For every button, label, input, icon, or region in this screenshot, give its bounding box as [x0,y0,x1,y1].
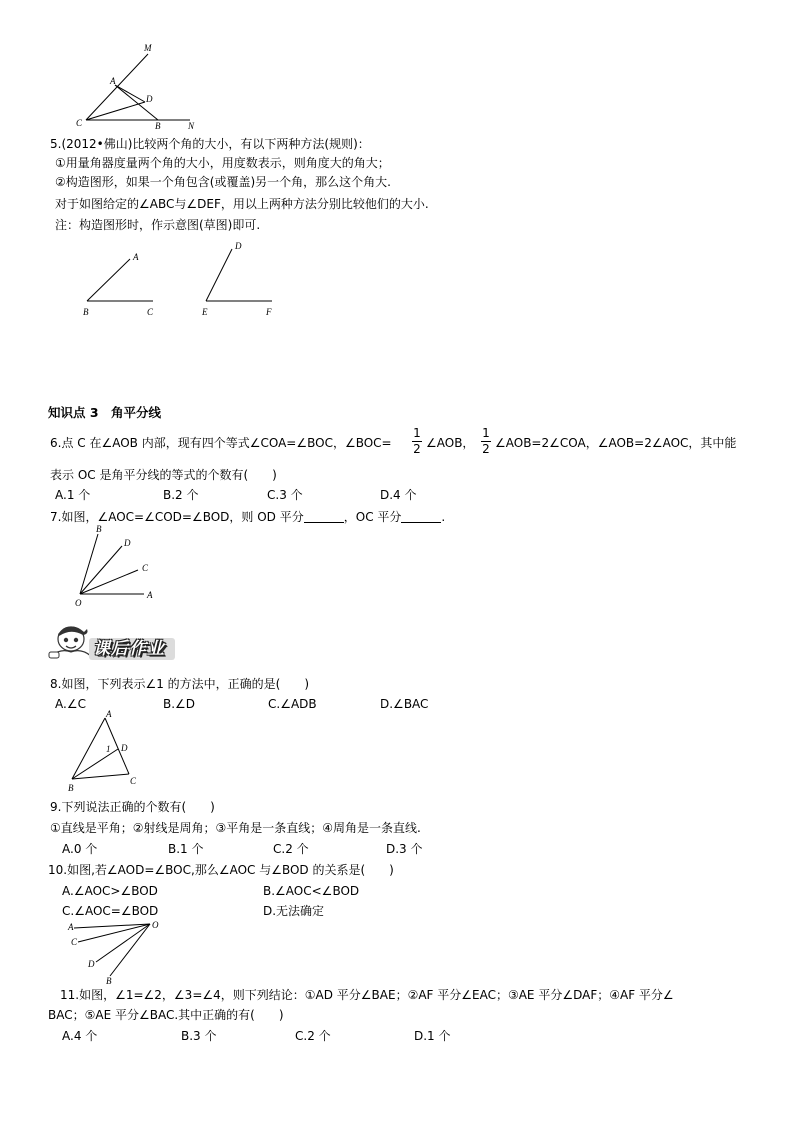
label-c: C [147,307,154,317]
q11-option-b: B.3 个 [181,1029,217,1043]
q6-line-2: 表示 OC 是角平分线的等式的个数有( ) [50,468,277,482]
q11-option-d: D.1 个 [414,1029,451,1043]
q9-stem: 9.下列说法正确的个数有( ) [50,800,215,814]
label-f: F [266,307,272,317]
q7-part-3: . [441,510,446,524]
figure-angles-abc-def [75,241,285,320]
label-o: O [152,920,159,930]
label-o: O [75,598,82,608]
label-c: C [142,563,149,573]
q7-part-2: ，OC 平分 [343,510,402,524]
label-m: M [144,43,152,53]
label-b: B [68,783,74,793]
q10-option-b: B.∠AOC<∠BOD [263,884,360,898]
label-c: C [76,118,83,128]
label-b: B [106,976,112,986]
label-d: D [146,94,153,104]
label-d: D [124,538,131,548]
q6-part-3: ∠AOB=2∠COA，∠AOB=2∠AOC，其中能 [495,436,737,450]
q10-option-a: A.∠AOC>∠BOD [62,884,158,898]
q9-option-a: A.0 个 [62,842,98,856]
fraction-denominator: 2 [482,442,490,456]
q8-option-c: C.∠ADB [268,697,317,711]
figure-angle-mcn [60,40,210,130]
figure-triangle-abc [62,709,147,793]
label-b: B [155,121,161,131]
label-e: E [202,307,208,317]
label-c: C [71,937,78,947]
fraction-one-half [412,427,422,456]
q9-statements: ①直线是平角；②射线是周角；③平角是一条直线；④周角是一条直线. [50,821,421,835]
fraction-denominator: 2 [413,442,421,456]
q5-task: 对于如图给定的∠ABC与∠DEF，用以上两种方法分别比较他们的大小. [55,197,429,211]
q11-option-a: A.4 个 [62,1029,98,1043]
label-d: D [88,959,95,969]
label-a: A [68,922,74,932]
q9-option-b: B.1 个 [168,842,204,856]
q11-option-c: C.2 个 [295,1029,331,1043]
q8-option-b: B.∠D [163,697,196,711]
label-a: A [110,76,116,86]
q6-option-d: D.4 个 [380,488,417,502]
q6-part-1: 6.点 C 在∠AOB 内部，现有四个等式∠COA=∠BOC，∠BOC= [50,436,392,450]
q5-title: 5.(2012•佛山)比较两个角的大小，有以下两种方法(规则)： [50,137,370,151]
label-d: D [121,743,128,753]
q10-option-c: C.∠AOC=∠BOD [62,904,159,918]
label-n: N [188,121,195,131]
q8-option-d: D.∠BAC [380,697,429,711]
q8-stem: 8.如图，下列表示∠1 的方法中，正确的是( ) [50,677,310,691]
q5-rule-2: ②构造图形，如果一个角包含(或覆盖)另一个角，那么这个角大. [55,175,391,189]
label-a: A [147,590,153,600]
label-d: D [235,241,242,251]
q8-option-a: A.∠C [55,697,86,711]
q5-rule-1: ①用量角器度量两个角的大小，用度数表示，则角度大的角大； [55,156,390,170]
fraction-numerator: 1 [482,426,490,440]
label-c: C [130,776,137,786]
label-a: A [133,252,139,262]
label-b: B [96,524,102,534]
q7-stem [50,510,445,525]
figure-rays-from-o [66,918,171,986]
q10-stem: 10.如图,若∠AOD=∠BOC,那么∠AOC 与∠BOD 的关系是( ) [48,863,394,877]
q9-option-c: C.2 个 [273,842,309,856]
q5-note: 注：构造图形时，作示意图(草图)即可. [55,218,261,232]
answer-blank-2 [401,510,441,523]
figure-angle-aob-rays [72,524,172,610]
label-b: B [83,307,89,317]
section-heading: 知识点 3 角平分线 [48,405,162,420]
answer-blank-1 [304,510,344,523]
q6-option-c: C.3 个 [267,488,303,502]
q11-line-1: 11.如图，∠1=∠2，∠3=∠4，则下列结论：①AD 平分∠BAE；②AF 平分∠EAC；③AE 平分∠DAF；④AF 平分∠ [60,988,674,1002]
fraction-one-half [481,427,491,456]
q6-part-2: ∠AOB， [426,436,475,450]
q11-line-2: BAC；⑤AE 平分∠BAC.其中正确的有( ) [48,1008,284,1022]
homework-badge [45,618,177,664]
fraction-numerator: 1 [413,426,421,440]
q9-option-d: D.3 个 [386,842,423,856]
q10-option-d: D.无法确定 [263,904,325,918]
q6-option-a: A.1 个 [55,488,91,502]
q6-option-b: B.2 个 [163,488,199,502]
label-a: A [106,709,112,719]
homework-title: 课后作业 [93,639,165,659]
q7-part-1: 7.如图，∠AOC=∠COD=∠BOD，则 OD 平分 [50,510,304,524]
angle-1-label: 1 [106,744,111,754]
